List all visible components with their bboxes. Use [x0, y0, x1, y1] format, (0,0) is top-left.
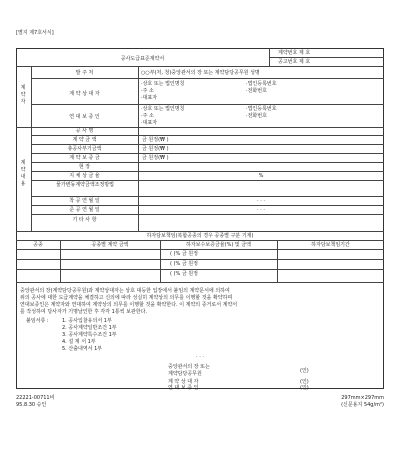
contract-row-label: 착 공 연 월 일: [69, 198, 100, 204]
joint-line: ·주 소: [141, 113, 154, 119]
body-text-line: 연대보증인은 계약자와 연대하여 계약상의 의무를 이행할 것을 확약한다. 이 계약의 증거로서 계약서: [20, 302, 238, 308]
body-text-line: 중앙관서의 장(계약담당공무원)과 계약상대자는 상호 대등한 입장에서 붙임의 계약문서에 의하여: [20, 288, 230, 294]
signature-seal: (인): [300, 385, 309, 391]
contract-row-label: 계 약 금 액: [72, 137, 97, 143]
contract-row-label: 계 약 보 증 금: [69, 155, 100, 161]
footer-size: 297mm×297mm: [341, 395, 384, 401]
signature-label: 중앙관서의 장 또는: [168, 364, 210, 370]
bond-header: 하자보수보증금율(%) 및 금액: [186, 242, 251, 248]
contract-row-label: 준 공 연 월 일: [69, 207, 100, 213]
body-text-line: 를 작성하여 당사자가 기명날인한 후 각각 1통씩 보관한다.: [20, 309, 147, 315]
signature-label: 계약담당공무원: [168, 371, 202, 377]
date-line: · · ·: [196, 354, 204, 360]
joint-line: ·대표자: [141, 120, 158, 126]
attachment-item: 4. 설 계 서 1부: [62, 339, 96, 345]
footer-code: 22221-00711비: [16, 395, 55, 401]
doc-title: 공사도급표준계약서: [120, 56, 165, 62]
placer-value: ○○부(처, 청)중앙관서의 장 또는 계약담당공무원 성명: [141, 70, 260, 76]
body-text-line: 위의 공사에 대한 도급계약을 체결하고 신의에 따라 성실히 계약상의 의무를 이행할 것을 확약하며: [20, 295, 233, 301]
contractor-line: ·상호 또는 법인명칭: [141, 81, 185, 87]
bond-header: 공종: [33, 242, 43, 248]
contractor-line: ·대표자: [141, 95, 158, 101]
joint-line: ·상호 또는 법인명칭: [141, 106, 185, 112]
contract-row-value: · · ·: [257, 198, 265, 204]
contract-row-value: 금 원정(₩ ): [142, 155, 169, 161]
attachment-item: 5. 산출내역서 1부: [62, 346, 103, 352]
contractor-label: 계 약 상 대 자: [69, 91, 100, 97]
attachment-item: 2. 공사계약일반조건 1부: [62, 325, 117, 331]
contract-row-label: 지 체 상 금 율: [69, 173, 100, 179]
bond-row: ( )% 금 원정: [170, 251, 198, 257]
attachment-item: 1. 공사입찰유의서 1부: [62, 318, 112, 324]
contract-row-label: 물가변동계약금액조정방법: [56, 182, 114, 188]
bond-section-title: 하자담보책임(복합공종의 경우 공종별 구분 기재): [146, 233, 254, 239]
contract-row-value: 금 원정(₩ ): [142, 137, 169, 143]
joint-line-right: ·법인등록번호: [246, 106, 277, 112]
contract-row-label: 현 장: [78, 164, 91, 170]
public-number-label: 공고번호 제 호: [278, 59, 311, 65]
contract-row-label: 기 타 사 항: [72, 217, 97, 223]
contract-row-value: 금 원정(₩ ): [142, 146, 169, 152]
attachments-label: 붙임서류 :: [26, 318, 49, 324]
contract-row-value: · · ·: [257, 207, 265, 213]
attachment-item: 3. 공사계약특수조건 1부: [62, 332, 117, 338]
contractor-line: ·주 소: [141, 88, 154, 94]
bond-header: 공종별 계약 금액: [91, 242, 129, 248]
footer-paper: (신문용지 54g/m²): [341, 402, 384, 408]
bond-row: ( )% 금 원정: [170, 271, 198, 277]
form-number: [별지 제7호서식]: [16, 30, 54, 36]
contractor-line-right: ·법인등록번호: [246, 81, 277, 87]
bond-header: 하자담보책임기간: [311, 242, 350, 248]
contractor-line-right: ·전화번호: [246, 88, 267, 94]
bond-row: ( )% 금 원정: [170, 261, 198, 267]
parties-side-label: 계약자: [20, 85, 26, 105]
joint-line-right: ·전화번호: [246, 113, 267, 119]
contract-number-label: 계약번호 제 호: [278, 50, 311, 56]
placer-label: 발 주 처: [75, 70, 94, 76]
contract-row-label: 공 사 명: [75, 128, 94, 134]
signature-label: 계 약 상 대 자: [168, 379, 199, 385]
signature-seal: (인): [300, 368, 309, 374]
footer-approval: 95.8.30 승인: [16, 402, 47, 408]
contract-row-value: %: [258, 173, 264, 179]
signature-seal: (인): [300, 379, 309, 385]
contract-side-label: 계약내용: [20, 160, 26, 187]
signature-label: 연 대 보 증 인: [168, 385, 199, 391]
contract-row-label: 총공사부기금액: [67, 146, 102, 152]
joint-guarantor-label: 연 대 보 증 인: [69, 114, 100, 120]
